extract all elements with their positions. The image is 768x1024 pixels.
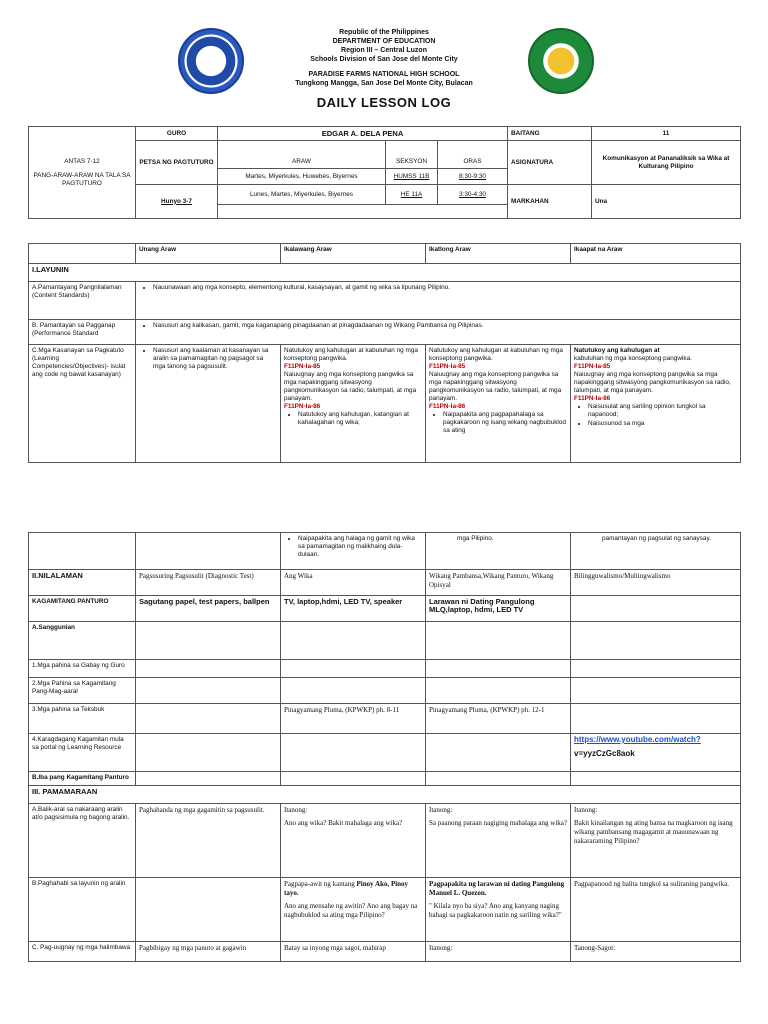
header-republic: Republic of the Philippines — [339, 29, 429, 36]
balik-aral-d3-itanong: Itanong: — [429, 806, 453, 814]
paghahabi-d4: Pagpapanood ng balita tungkol sa suliraning pangwika. — [571, 878, 741, 942]
petsa-value: Hunyo 3-7 — [136, 185, 218, 219]
content-standard-label: A.Pamantayang Pangnilalaman (Content Standards) — [29, 282, 136, 320]
competency-d4-d: • Naisusulat ang sariling opinion tungkol sa napanood; — [588, 403, 737, 419]
balik-aral-d2-text: Ano ang wika? Bakit mahalaga ang wika? — [284, 819, 403, 827]
competency-d4-c: Naiuugnay ang mga konseptong pangwika sa mga napakinggang sitwasyong pangkomunikasyon sa radio, talumpati, at mga panayam. — [574, 371, 731, 394]
nilalaman-d4: Bilingguwalismo/Multingwalismo — [571, 570, 741, 596]
days-corner — [29, 244, 136, 264]
guro-value: EDGAR A. DELA PENA — [218, 127, 508, 141]
day3-header: Ikatlong Araw — [426, 244, 571, 264]
competency-d3-code86: F11PN-Ia-86 — [429, 403, 466, 410]
sanggunian-label: A.Sanggunian — [29, 622, 136, 660]
ref-portal-d4 — [571, 734, 741, 772]
oras-header: ORAS — [438, 141, 508, 169]
youtube-link-id: v=yyzCzGc8aok — [574, 749, 635, 758]
info-table — [28, 126, 741, 219]
paghahabi-label: B.Paghahabi sa layunin ng aralin — [29, 878, 136, 942]
competencies-day4 — [571, 345, 741, 463]
paghahabi-d2-song: Pinoy Ako, Pinoy tayo. — [284, 880, 409, 897]
row2-oras: 3:30-4:30 — [438, 185, 508, 205]
araw-header: ARAW — [218, 141, 386, 169]
balik-aral-d3-text: Sa paanong paraan nagiging mahalaga ang wika? — [429, 819, 568, 827]
asignatura-value: Komunikasyon at Pananaliksik sa Wika at Kulturang Pilipino — [592, 141, 741, 185]
balik-aral-d4-text: Bakit kinailangan ng ating bansa na magkaroon ng isang wikang pambansang magagamit at mauunawaan ng nakararaming Pilipino? — [574, 819, 733, 845]
competency-d2-code85: F11PN-Ia-85 — [284, 363, 321, 370]
ref-teksbuk-label: 3.Mga pahina sa Teksbuk — [29, 704, 136, 734]
paghahabi-d3-intro: Pagpapakita ng larawan ni dating Pangulong Manuel L. Quezon. — [429, 880, 565, 897]
info-spacer — [218, 205, 508, 219]
cont-day2 — [281, 533, 426, 570]
kagamitan-label: KAGAMITANG PANTURO — [29, 596, 136, 622]
competency-d2-a: Natutukoy ang kahulugan at kabuluhan ng mga konseptong pangwika. — [284, 347, 418, 362]
day2-header: Ikalawang Araw — [281, 244, 426, 264]
pag-uugnay-d2: Batay sa inyong mga sagot, mahirap — [281, 942, 426, 962]
header-school: PARADISE FARMS NATIONAL HIGH SCHOOL — [308, 71, 460, 78]
markahan-label: MARKAHAN — [508, 185, 592, 219]
competency-d3-code85: F11PN-Ia-85 — [429, 363, 466, 370]
objectives-table — [28, 243, 741, 463]
cont-day4 — [571, 533, 741, 570]
pag-uugnay-d4: Tanong-Sagot: — [571, 942, 741, 962]
pag-uugnay-d1: Pagbibigay ng mga panuto at gagawin — [136, 942, 281, 962]
paghahabi-d3 — [426, 878, 571, 942]
kagamitan-d3: Larawan ni Dating Pangulong MLQ,laptop, hdmi, LED TV — [426, 596, 571, 622]
competency-d4-code85: F11PN-Ia-85 — [574, 363, 611, 370]
ref-teksbuk-d2: Pinagyamang Pluma, (KPWKP) ph. 8-11 — [281, 704, 426, 734]
pang-araw-label: PANG-ARAW-ARAW NA TALA SA PAGTUTURO — [33, 171, 131, 187]
nilalaman-d3: Wikang Pambansa,Wikang Panturo, Wikang Opisyal — [426, 570, 571, 596]
competencies-label: C.Mga Kasanayan sa Pagkatuto (Learning Competencies/Objectives)- isulat ang code ng bawat kasanayan) — [29, 345, 136, 463]
cont-d3-text: mga Pilipino. — [457, 535, 494, 542]
competency-d3-a: Natutukoy ang kahulugan at kabuluhan ng mga konseptong pangwika. — [429, 347, 563, 362]
balik-aral-label: A.Balik-aral sa nakaraang aralin at/o pagsisimula ng bagong aralin. — [29, 804, 136, 878]
layunin-heading: I.LAYUNIN — [29, 264, 741, 282]
header-department: DEPARTMENT OF EDUCATION — [332, 38, 436, 45]
day1-header: Unang Araw — [136, 244, 281, 264]
asignatura-label: ASIGNATURA — [508, 141, 592, 185]
paghahabi-d2-question: Ano ang mensahe ng awitin? Ano ang bagay na nagbubuklod sa ating mga Pilipino? — [284, 902, 418, 919]
balik-aral-d2 — [281, 804, 426, 878]
pamamaraan-heading: III. PAMAMARAAN — [29, 786, 741, 804]
balik-aral-d3 — [426, 804, 571, 878]
document-header — [0, 28, 768, 112]
ref-kagamitan-label: 2.Mga Pahina sa Kagamitang Pang-Mag-aaral — [29, 678, 136, 704]
row1-araw: Martes, Miyerkules, Huwebes, Biyernes — [218, 169, 386, 185]
cont-day3 — [426, 533, 571, 570]
markahan-value: Una — [592, 185, 741, 219]
kagamitan-d4 — [571, 596, 741, 622]
ref-teksbuk-d3: Pinagyamang Pluma, (KPWKP) ph. 12-1 — [426, 704, 571, 734]
nilalaman-heading: II.NILALAMAN — [29, 570, 136, 596]
antas-cell — [29, 127, 136, 219]
competencies-day3 — [426, 345, 571, 463]
competency-d4-b: kabuluhan ng mga konseptong pangwika. — [574, 355, 692, 362]
performance-standard-label: B. Pamantayan sa Pagganap (Performance Standard — [29, 320, 136, 345]
competency-d4-code86: F11PN-Ia-86 — [574, 395, 611, 402]
page-title: DAILY LESSON LOG — [316, 95, 452, 110]
cont-d2-item: • Naipapakita ang halaga ng gamit ng wika sa pamamagitan ng malikhaing dula-dulaan. — [298, 535, 422, 559]
ref-portal-label: 4.Karagdagang Kagamitan mula sa portal ng Learning Resource — [29, 734, 136, 772]
competency-d4-e: • Naisusunod sa mga — [588, 420, 737, 428]
competency-d2-code86: F11PN-Ia-86 — [284, 403, 321, 410]
row1-seksyon: HUMSS 11B — [386, 169, 438, 185]
competencies-day2 — [281, 345, 426, 463]
competency-d3-b: Naiuugnay ang mga konseptong pangwika sa mga napakinggang sitwasyong pangkomunikasyon sa radio, talumpati, at mga panayam. — [429, 371, 562, 402]
competency-d3-c: • Naipapakita ang pagpapahalaga sa pagkakaroon ng isang wikang nagbubuklod sa ating — [443, 411, 567, 435]
guro-label: GURO — [136, 127, 218, 141]
baitang-value: 11 — [592, 127, 741, 141]
row1-oras: 8:30-9:30 — [438, 169, 508, 185]
iba-label: B.Iba pang Kagamitang Panturo — [29, 772, 136, 786]
day4-header: Ikaapat na Araw — [571, 244, 741, 264]
seksyon-header: SEKSYON — [386, 141, 438, 169]
youtube-link[interactable]: https://www.youtube.com/watch? — [574, 735, 701, 744]
pag-uugnay-d3: Itanong: — [426, 942, 571, 962]
performance-standard-text — [136, 320, 741, 345]
row2-seksyon: HE 11A — [386, 185, 438, 205]
content-standard-item: • Nauunawaan ang mga konsepto, elementong kultural, kasaysayan, at gamit ng wika sa lipunang Pilipino. — [153, 284, 737, 292]
performance-standard-item: • Nasusuri ang kalikasan, gamit, mga kaganapang pinagdaanan at pinagdadaanan ng Wikang Pambansa ng Pilipinas. — [153, 322, 737, 330]
row2-araw: Lunes, Martes, Miyerkules, Biyernes — [218, 185, 386, 205]
competency-d2-c: • Natutukoy ang kahulugan, katangian at kahalagahan ng wika; — [298, 411, 422, 427]
header-division: Schools Division of San Jose del Monte City — [310, 56, 458, 63]
baitang-label: BAITANG — [508, 127, 592, 141]
antas-label: ANTAS 7-12 — [64, 157, 100, 165]
pag-uugnay-label: C. Pag-uugnay ng mga halimbawa — [29, 942, 136, 962]
cont-label — [29, 533, 136, 570]
balik-aral-d4 — [571, 804, 741, 878]
balik-aral-d1: Paghahanda ng mga gagamitin sa pagsusulit. — [136, 804, 281, 878]
kagamitan-d2: TV, laptop,hdmi, LED TV, speaker — [281, 596, 426, 622]
content-standard-text — [136, 282, 741, 320]
paghahabi-d3-question: " Kilala nyo ba siya? Ano ang kanyang naging bahagi sa pagkakaroon natin ng sariling wika?" — [429, 902, 562, 919]
cont-d4-text: pamantayan ng pagsulat ng sanaysay. — [602, 535, 711, 542]
procedures-table — [28, 532, 741, 962]
ref-gabay-label: 1.Mga pahina sa Gabay ng Guro — [29, 660, 136, 678]
paghahabi-d2-lead: Pagpapa-awit ng kantang — [284, 880, 357, 888]
paghahabi-d2-intro — [284, 880, 422, 898]
cont-day1 — [136, 533, 281, 570]
competency-d4-a: Natutukoy ang kahulugan at — [574, 347, 660, 354]
petsa-label: PETSA NG PAGTUTURO — [136, 141, 218, 185]
balik-aral-d2-itanong: Itanong: — [284, 806, 308, 814]
competency-d2-b: Naiuugnay ang mga konseptong pangwika sa mga napakinggang sitwasyong pangkomunikasyon sa radio, talumpati, at mga panayam. — [284, 371, 417, 402]
competencies-day1 — [136, 345, 281, 463]
competency-d1-item: • Nasusuri ang kaalaman at kasanayan sa aralin sa pamamagitan ng pagsagot sa mga tanong sa pagsusulit. — [153, 347, 277, 371]
balik-aral-d4-itanong: Itanong: — [574, 806, 598, 814]
header-address: Tungkong Mangga, San Jose Del Monte City, Bulacan — [295, 80, 473, 87]
header-region: Region III – Central Luzon — [341, 47, 427, 54]
paghahabi-d2 — [281, 878, 426, 942]
kagamitan-d1: Sagutang papel, test papers, ballpen — [136, 596, 281, 622]
nilalaman-d2: Ang Wika — [281, 570, 426, 596]
nilalaman-d1: Pagsusuring Pagsusulit (Diagnostic Test) — [136, 570, 281, 596]
